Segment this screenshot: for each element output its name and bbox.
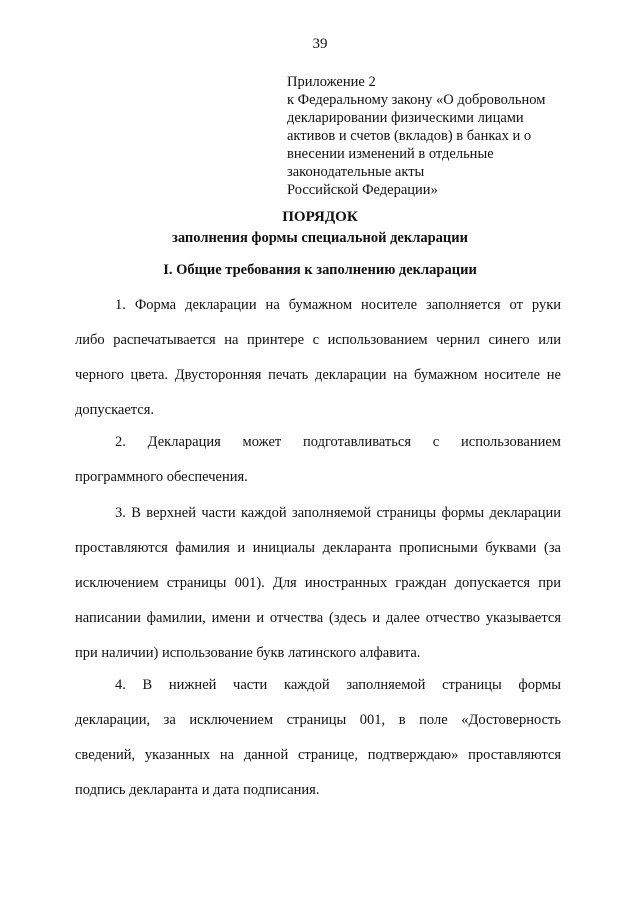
- appendix-line: декларировании физическими лицами: [287, 110, 524, 126]
- paragraph-line: допускается.: [75, 402, 155, 418]
- paragraph-line: 3. В верхней части каждой заполняемой страницы формы декларации: [115, 505, 561, 521]
- page-number: 39: [312, 36, 328, 52]
- section-heading: I. Общие требования к заполнению декларации: [163, 262, 477, 278]
- paragraph-line: подпись декларанта и дата подписания.: [75, 782, 320, 798]
- paragraph-4: [75, 668, 561, 808]
- paragraph-line: черного цвета. Двусторонняя печать декларации на бумажном носителе не: [75, 367, 561, 383]
- appendix-line: Приложение 2: [287, 74, 376, 90]
- paragraph-line: при наличии) использование букв латинского алфавита.: [75, 645, 421, 661]
- appendix-line: внесении изменений в отдельные: [287, 146, 494, 162]
- appendix-note: [287, 73, 587, 199]
- paragraph-line: проставляются фамилия и инициалы декларанта прописными буквами (за: [75, 540, 561, 556]
- paragraph-line: 2. Декларация может подготавливаться с использованием: [115, 434, 561, 450]
- paragraph-line: сведений, указанных на данной странице, подтверждаю» проставляются: [75, 747, 561, 763]
- paragraph-line: 1. Форма декларации на бумажном носителе заполняется от руки: [115, 297, 561, 313]
- document-title: ПОРЯДОК: [282, 209, 358, 225]
- appendix-line: к Федеральному закону «О добровольном: [287, 92, 546, 108]
- document-subtitle: заполнения формы специальной декларации: [172, 230, 468, 246]
- appendix-line: активов и счетов (вкладов) в банках и о: [287, 128, 532, 144]
- paragraph-1: [75, 288, 561, 428]
- paragraph-line: написании фамилии, имени и отчества (здесь и далее отчество указывается: [75, 610, 561, 626]
- paragraph-line: декларации, за исключением страницы 001, в поле «Достоверность: [75, 712, 561, 728]
- paragraph-3: [75, 496, 561, 671]
- appendix-line: законодательные акты: [287, 164, 425, 180]
- paragraph-2: [75, 425, 561, 495]
- paragraph-line: либо распечатывается на принтере с использованием чернил синего или: [75, 332, 561, 348]
- paragraph-line: 4. В нижней части каждой заполняемой страницы формы: [115, 677, 561, 693]
- paragraph-line: программного обеспечения.: [75, 469, 248, 485]
- paragraph-line: исключением страницы 001). Для иностранных граждан допускается при: [75, 575, 561, 591]
- appendix-line: Российской Федерации»: [287, 182, 438, 198]
